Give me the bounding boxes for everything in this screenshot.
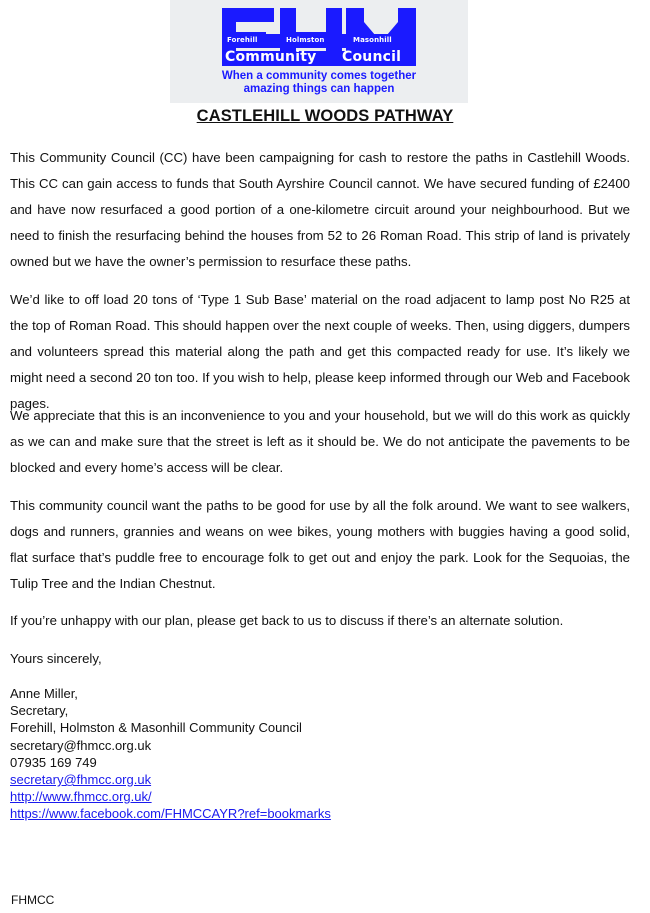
website-link[interactable]: http://www.fhmcc.org.uk/ <box>10 789 152 805</box>
email-link[interactable]: secretary@fhmcc.org.uk <box>10 772 152 788</box>
organisation-name: Forehill, Holmston & Masonhill Community Council <box>10 720 302 736</box>
fhm-logo <box>222 8 416 66</box>
slogan-line-1: When a community comes together <box>221 70 417 82</box>
logo-area-masonhill: Masonhill <box>353 36 392 44</box>
logo-area-forehill: Forehill <box>227 36 258 44</box>
logo-banner <box>170 0 468 103</box>
paragraph-funding: This Community Council (CC) have been campaigning for cash to restore the paths in Castlehill Woods. This CC can gain access to funds that South Ayrshire Council cannot. We have secured funding of £2400 and have now resurfaced a good portion of a one-kilometre circuit around your neighbourhood. But we need to finish the resurfacing behind the houses from 52 to 26 Roman Road. This strip of land is privately owned but we have the owner’s permission to resurface these paths. <box>10 150 630 269</box>
email-text: secretary@fhmcc.org.uk <box>10 737 152 753</box>
slogan-line-2: amazing things can happen <box>243 83 395 95</box>
logo-word-council: Council <box>342 49 402 65</box>
footer-text: FHMCC <box>11 893 55 907</box>
facebook-link[interactable]: https://www.facebook.com/FHMCCAYR?ref=bookmarks <box>10 806 331 822</box>
paragraph-feedback: If you’re unhappy with our plan, please get back to us to discuss if there’s an alternate solution. <box>10 613 564 628</box>
logo-word-community: Community <box>225 49 317 65</box>
paragraph-community-use: This community council want the paths to be good for use by all the folk around. We want to see walkers, dogs and runners, grannies and weans on wee bikes, young mothers with buggies having a good solid, flat surface that’s puddle free to encourage folk to get out and enjoy the park. Look for the Sequoias, the Tulip Tree and the Indian Chestnut. <box>10 498 630 591</box>
closing-salutation: Yours sincerely, <box>10 651 102 666</box>
signatory-role: Secretary, <box>10 703 69 719</box>
paragraph-material: We’d like to off load 20 tons of ‘Type 1 Sub Base’ material on the road adjacent to lamp post No R25 at the top of Roman Road. This should happen over the next couple of weeks. Then, using diggers, dumpers and volunteers spread this material along the path and get this compacted ready for use. It’s likely we might need a second 20 ton too. If you wish to help, please keep informed through our Web and Facebook pages. <box>10 292 630 411</box>
paragraph-inconvenience: We appreciate that this is an inconvenience to you and your household, but we will do this work as quickly as we can and make sure that the street is left as it should be. We do not anticipate the pavements to be blocked and every home’s access will be clear. <box>10 408 630 475</box>
document-title: CASTLEHILL WOODS PATHWAY <box>196 107 454 125</box>
signature-block <box>10 685 331 823</box>
logo-area-holmston: Holmston <box>286 36 325 44</box>
signatory-name: Anne Miller, <box>10 686 78 701</box>
phone-number: 07935 169 749 <box>10 754 97 770</box>
